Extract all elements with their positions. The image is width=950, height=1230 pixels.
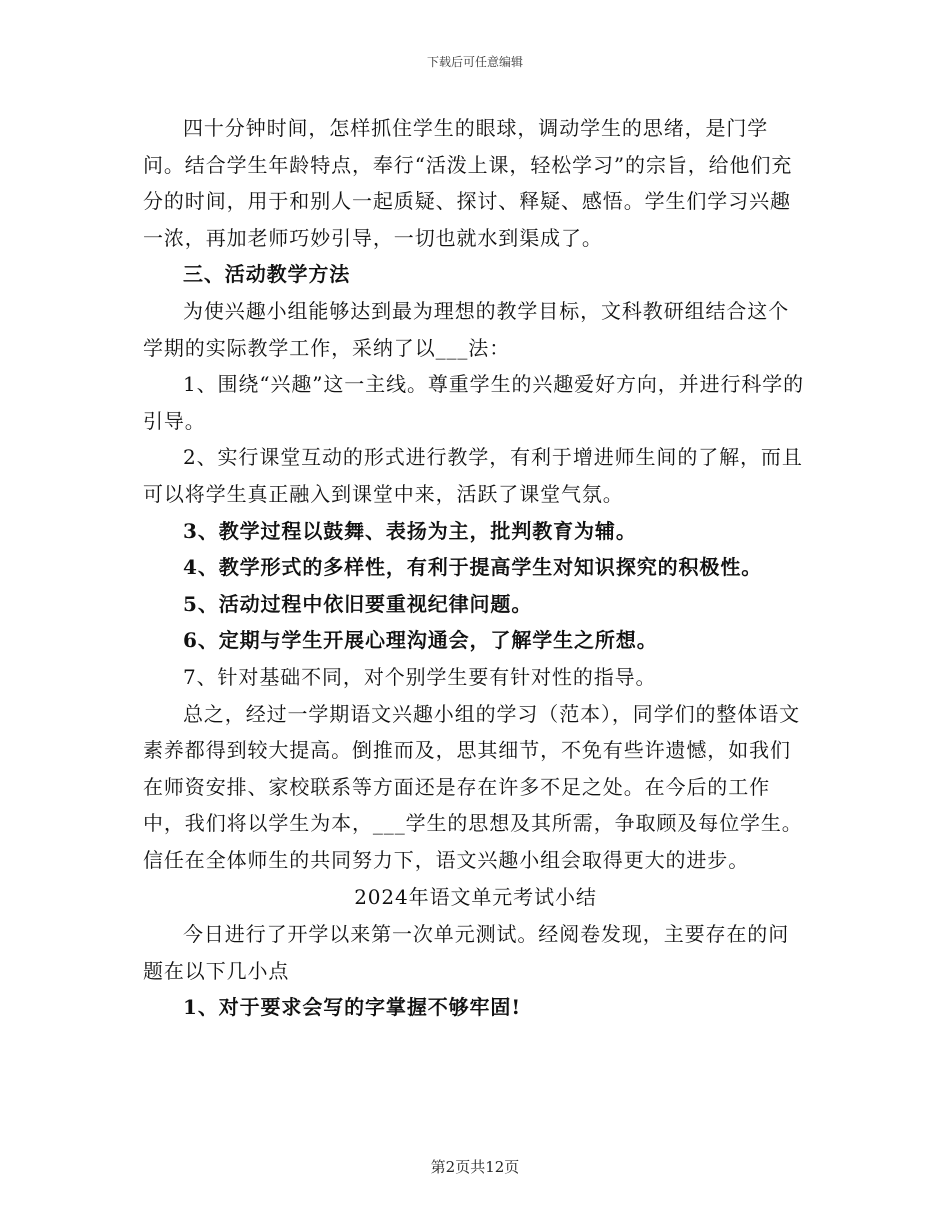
paragraph-exam-intro: 今日进行了开学以来第一次单元测试。经阅卷发现，主要存在的问题在以下几小点 (143, 922, 790, 983)
method-item-2: 2、实行课堂互动的形式进行教学，有利于增进师生间的了解，而且可以将学生真正融入到课堂中来，活跃了课堂气氛。 (143, 445, 803, 506)
method-item-6: 6、定期与学生开展心理沟通会，了解学生之所想。 (183, 628, 658, 653)
section-title-exam-summary: 2024年语文单元考试小结 (354, 885, 597, 910)
header-note: 下载后可任意编辑 (426, 55, 523, 69)
method-item-7: 7、针对基础不同，对个别学生要有针对性的指导。 (183, 664, 657, 689)
section-heading-methods: 三、活动教学方法 (183, 262, 351, 287)
method-item-3: 3、教学过程以鼓舞、表扬为主，批判教育为辅。 (183, 518, 637, 543)
paragraph-methods-intro: 为使兴趣小组能够达到最为理想的教学目标，文科教研组结合这个学期的实际教学工作，采纳了以___法： (143, 298, 790, 360)
paragraph-summary: 总之，经过一学期语文兴趣小组的学习（范本），同学们的整体语文素养都得到较大提高。倒推而及，思其细节，不免有些许遗憾，如我们在师资安排、家校联系等方面还是存在许多不足之处。在今后的工作中，我们将以学生为本，___学生的思想及其所需，争取顾及每位学生。信任在全体师生的共同努力下，语文兴趣小组会取得更大的进步。 (143, 701, 803, 872)
document-body (143, 110, 808, 1026)
exam-point-1: 1、对于要求会写的字掌握不够牢固! (183, 995, 521, 1020)
paragraph-intro: 四十分钟时间，怎样抓住学生的眼球，调动学生的思绪，是门学问。结合学生年龄特点，奉行“活泼上课，轻松学习”的宗旨，给他们充分的时间，用于和别人一起质疑、探讨、释疑、感悟。学生们学习兴趣一浓，再加老师巧妙引导，一切也就水到渠成了。 (143, 116, 793, 250)
method-item-1: 1、围绕“兴趣”这一主线。尊重学生的兴趣爱好方向，并进行科学的引导。 (143, 372, 805, 433)
method-item-5: 5、活动过程中依旧要重视纪律问题。 (183, 591, 533, 616)
page-number: 第2页共12页 (430, 1158, 520, 1176)
method-item-4: 4、教学形式的多样性，有利于提高学生对知识探究的积极性。 (183, 555, 763, 580)
